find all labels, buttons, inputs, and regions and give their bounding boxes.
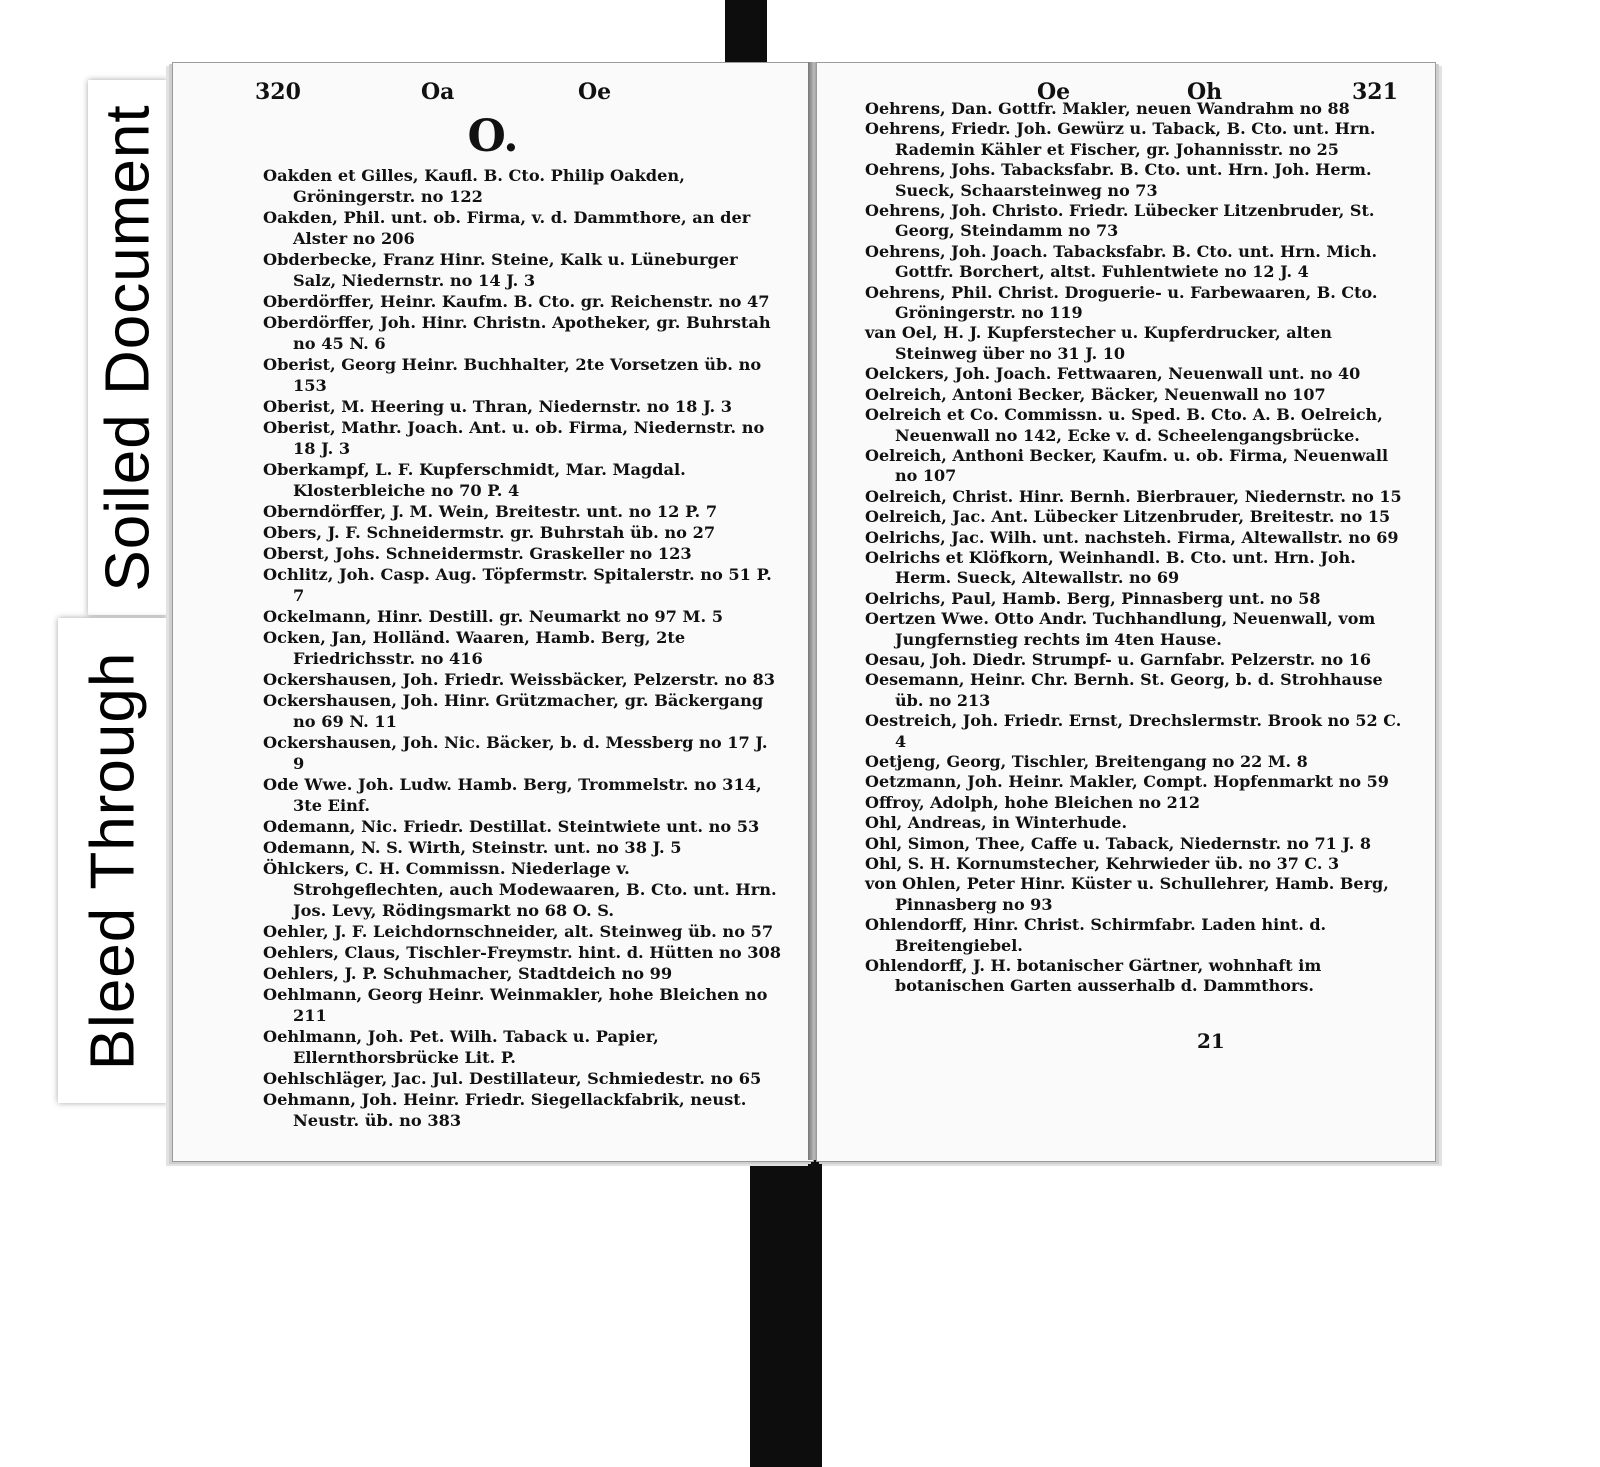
directory-entry: Oelreich, Jac. Ant. Lübecker Litzenbruder, Breitestr. no 15	[865, 507, 1391, 527]
left-guide-word-2: Oe	[578, 79, 612, 105]
directory-entry: Oberdörffer, Joh. Hinr. Christn. Apotheker, gr. Buhrstah no 45 N. 6	[263, 313, 771, 353]
directory-entry: Offroy, Adolph, hohe Bleichen no 212	[865, 792, 1200, 812]
directory-entry: van Oel, H. J. Kupferstecher u. Kupferdrucker, alten Steinweg über no 31 J. 10	[865, 323, 1332, 363]
directory-entry: Ohl, Andreas, in Winterhude.	[865, 813, 1128, 833]
directory-entry: Odemann, N. S. Wirth, Steinstr. unt. no 38 J. 5	[263, 838, 682, 857]
directory-entry: Oehlmann, Joh. Pet. Wilh. Taback u. Papier, Ellernthorsbrücke Lit. P.	[263, 1027, 659, 1067]
bleed-through-label	[58, 618, 168, 1103]
directory-entry: Oberist, Mathr. Joach. Ant. u. ob. Firma, Niedernstr. no 18 J. 3	[263, 418, 765, 458]
directory-entry: Oelrichs, Paul, Hamb. Berg, Pinnasberg unt. no 58	[865, 588, 1321, 608]
directory-entry: Ockershausen, Joh. Friedr. Weissbäcker, Pelzerstr. no 83	[263, 670, 776, 689]
binding-strip-bottom	[750, 1148, 822, 1467]
left-page-number: 320	[255, 79, 301, 105]
right-guide-word-2: Oh	[1187, 79, 1223, 105]
left-page-header	[173, 69, 813, 105]
directory-entry: Ockershausen, Joh. Nic. Bäcker, b. d. Messberg no 17 J. 9	[263, 733, 768, 773]
left-page	[172, 62, 814, 1162]
directory-entry: Oelreich, Anthoni Becker, Kaufm. u. ob. Firma, Neuenwall no 107	[865, 445, 1389, 486]
directory-entry: Ode Wwe. Joh. Ludw. Hamb. Berg, Trommelstr. no 314, 3te Einf.	[263, 775, 762, 815]
right-page	[816, 62, 1436, 1162]
signature-mark: 21	[1197, 1029, 1225, 1053]
directory-entry: Ockelmann, Hinr. Destill. gr. Neumarkt no 97 M. 5	[263, 607, 724, 626]
directory-entry: Oertzen Wwe. Otto Andr. Tuchhandlung, Neuenwall, vom Jungfernstieg rechts im 4ten Hause.	[865, 609, 1376, 649]
directory-entry: Oelreich, Christ. Hinr. Bernh. Bierbrauer, Niedernstr. no 15	[865, 486, 1402, 506]
directory-entry: Ockershausen, Joh. Hinr. Grützmacher, gr. Bäckergang no 69 N. 11	[263, 691, 764, 731]
directory-entry: Oesau, Joh. Diedr. Strumpf- u. Garnfabr. Pelzerstr. no 16	[865, 649, 1371, 669]
bleed-label-text: Bleed Through	[78, 651, 148, 1070]
directory-entry: Oelrichs, Jac. Wilh. unt. nachsteh. Firma, Altewallstr. no 69	[865, 527, 1399, 547]
directory-entry: Oberkampf, L. F. Kupferschmidt, Mar. Magdal. Klosterbleiche no 70 P. 4	[263, 460, 686, 500]
directory-entry: Oetzmann, Joh. Heinr. Makler, Compt. Hopfenmarkt no 59	[865, 772, 1389, 792]
directory-entry: Oelrichs et Klöfkorn, Weinhandl. B. Cto. unt. Hrn. Joh. Herm. Sueck, Altewallstr. no 69	[865, 547, 1356, 588]
directory-entry: Oberst, Johs. Schneidermstr. Graskeller no 123	[263, 544, 692, 563]
directory-entry: Ohl, S. H. Kornumstecher, Kehrwieder üb. no 37 C. 3	[865, 854, 1340, 874]
directory-entry: Oehlers, J. P. Schuhmacher, Stadtdeich no 99	[263, 964, 673, 983]
directory-entry: Oehrens, Dan. Gottfr. Makler, neuen Wandrahm no 88	[865, 99, 1350, 118]
soiled-document-label	[88, 80, 168, 615]
left-entries-list	[263, 165, 783, 1131]
directory-entry: Oehrens, Joh. Christo. Friedr. Lübecker Litzenbruder, St. Georg, Steindamm no 73	[865, 201, 1375, 241]
directory-entry: Ohl, Simon, Thee, Caffe u. Taback, Niedernstr. no 71 J. 8	[865, 833, 1371, 853]
directory-entry: Oelckers, Joh. Joach. Fettwaaren, Neuenwall unt. no 40	[865, 364, 1361, 384]
directory-entry: Oehrens, Johs. Tabacksfabr. B. Cto. unt. Hrn. Joh. Herm. Sueck, Schaarsteinweg no 73	[865, 160, 1372, 200]
directory-entry: Oehlers, Claus, Tischler-Freymstr. hint. d. Hütten no 308	[263, 943, 782, 962]
directory-entry: Oakden, Phil. unt. ob. Firma, v. d. Dammthore, an der Alster no 206	[263, 208, 751, 248]
directory-entry: Öhlckers, C. H. Commissn. Niederlage v. Strohgeflechten, auch Modewaaren, B. Cto. unt. Hrn. Jos. Levy, Rödingsmarkt no 68 O. S.	[263, 859, 777, 920]
directory-entry: Ocken, Jan, Holländ. Waaren, Hamb. Berg, 2te Friedrichsstr. no 416	[263, 628, 686, 668]
directory-entry: Ochlitz, Joh. Casp. Aug. Töpfermstr. Spitalerstr. no 51 P. 7	[263, 565, 772, 605]
directory-entry: Oberist, Georg Heinr. Buchhalter, 2te Vorsetzen üb. no 153	[263, 355, 762, 395]
directory-entry: Oehlmann, Georg Heinr. Weinmakler, hohe Bleichen no 211	[263, 985, 768, 1025]
directory-entry: Oestreich, Joh. Friedr. Ernst, Drechslermstr. Brook no 52 C. 4	[865, 711, 1402, 751]
directory-entry: Oehmann, Joh. Heinr. Friedr. Siegellackfabrik, neust. Neustr. üb. no 383	[263, 1090, 747, 1130]
directory-entry: Oberndörffer, J. M. Wein, Breitestr. unt. no 12 P. 7	[263, 502, 718, 521]
left-guide-word-1: Oa	[421, 79, 455, 105]
directory-entry: Oehrens, Joh. Joach. Tabacksfabr. B. Cto. unt. Hrn. Mich. Gottfr. Borchert, altst. Fuhlentwiete no 12 J. 4	[865, 241, 1378, 282]
directory-entry: Oelreich, Antoni Becker, Bäcker, Neuenwall no 107	[865, 384, 1326, 404]
directory-entry: Obers, J. F. Schneidermstr. gr. Buhrstah üb. no 27	[263, 523, 716, 542]
soiled-label-text: Soiled Document	[93, 103, 163, 592]
directory-entry: Ohlendorff, J. H. botanischer Gärtner, wohnhaft im botanischen Garten ausserhalb d. Dammthors.	[865, 956, 1322, 996]
directory-entry: Oehlschläger, Jac. Jul. Destillateur, Schmiedestr. no 65	[263, 1069, 762, 1088]
open-book	[168, 62, 1440, 1162]
directory-entry: Oberdörffer, Heinr. Kaufm. B. Cto. gr. Reichenstr. no 47	[263, 292, 770, 311]
directory-entry: Oberist, M. Heering u. Thran, Niedernstr. no 18 J. 3	[263, 397, 733, 416]
directory-entry: Ohlendorff, Hinr. Christ. Schirmfabr. Laden hint. d. Breitengiebel.	[865, 915, 1327, 955]
directory-entry: Oesemann, Heinr. Chr. Bernh. St. Georg, b. d. Strohhause üb. no 213	[865, 670, 1383, 710]
right-guide-word-1: Oe	[1037, 79, 1071, 105]
right-page-number: 321	[1352, 79, 1398, 105]
directory-entry: Oehrens, Friedr. Joh. Gewürz u. Taback, B. Cto. unt. Hrn. Rademin Kähler et Fischer, gr. Johannisstr. no 25	[865, 119, 1376, 159]
directory-entry: Oakden et Gilles, Kaufl. B. Cto. Philip Oakden, Gröningerstr. no 122	[263, 166, 685, 206]
directory-entry: Oehrens, Phil. Christ. Droguerie- u. Farbewaaren, B. Cto. Gröningerstr. no 119	[865, 282, 1378, 323]
directory-entry: Obderbecke, Franz Hinr. Steine, Kalk u. Lüneburger Salz, Niedernstr. no 14 J. 3	[263, 250, 738, 290]
directory-entry: Odemann, Nic. Friedr. Destillat. Steintwiete unt. no 53	[263, 817, 760, 836]
directory-entry: von Ohlen, Peter Hinr. Küster u. Schullehrer, Hamb. Berg, Pinnasberg no 93	[865, 874, 1389, 914]
directory-entry: Oetjeng, Georg, Tischler, Breitengang no 22 M. 8	[865, 752, 1308, 771]
directory-entry: Oelreich et Co. Commissn. u. Sped. B. Cto. A. B. Oelreich, Neuenwall no 142, Ecke v. d. Scheelengangsbrücke.	[865, 405, 1383, 445]
section-letter: O.	[467, 111, 519, 162]
right-entries-list	[865, 99, 1410, 997]
directory-entry: Oehler, J. F. Leichdornschneider, alt. Steinweg üb. no 57	[263, 922, 774, 941]
